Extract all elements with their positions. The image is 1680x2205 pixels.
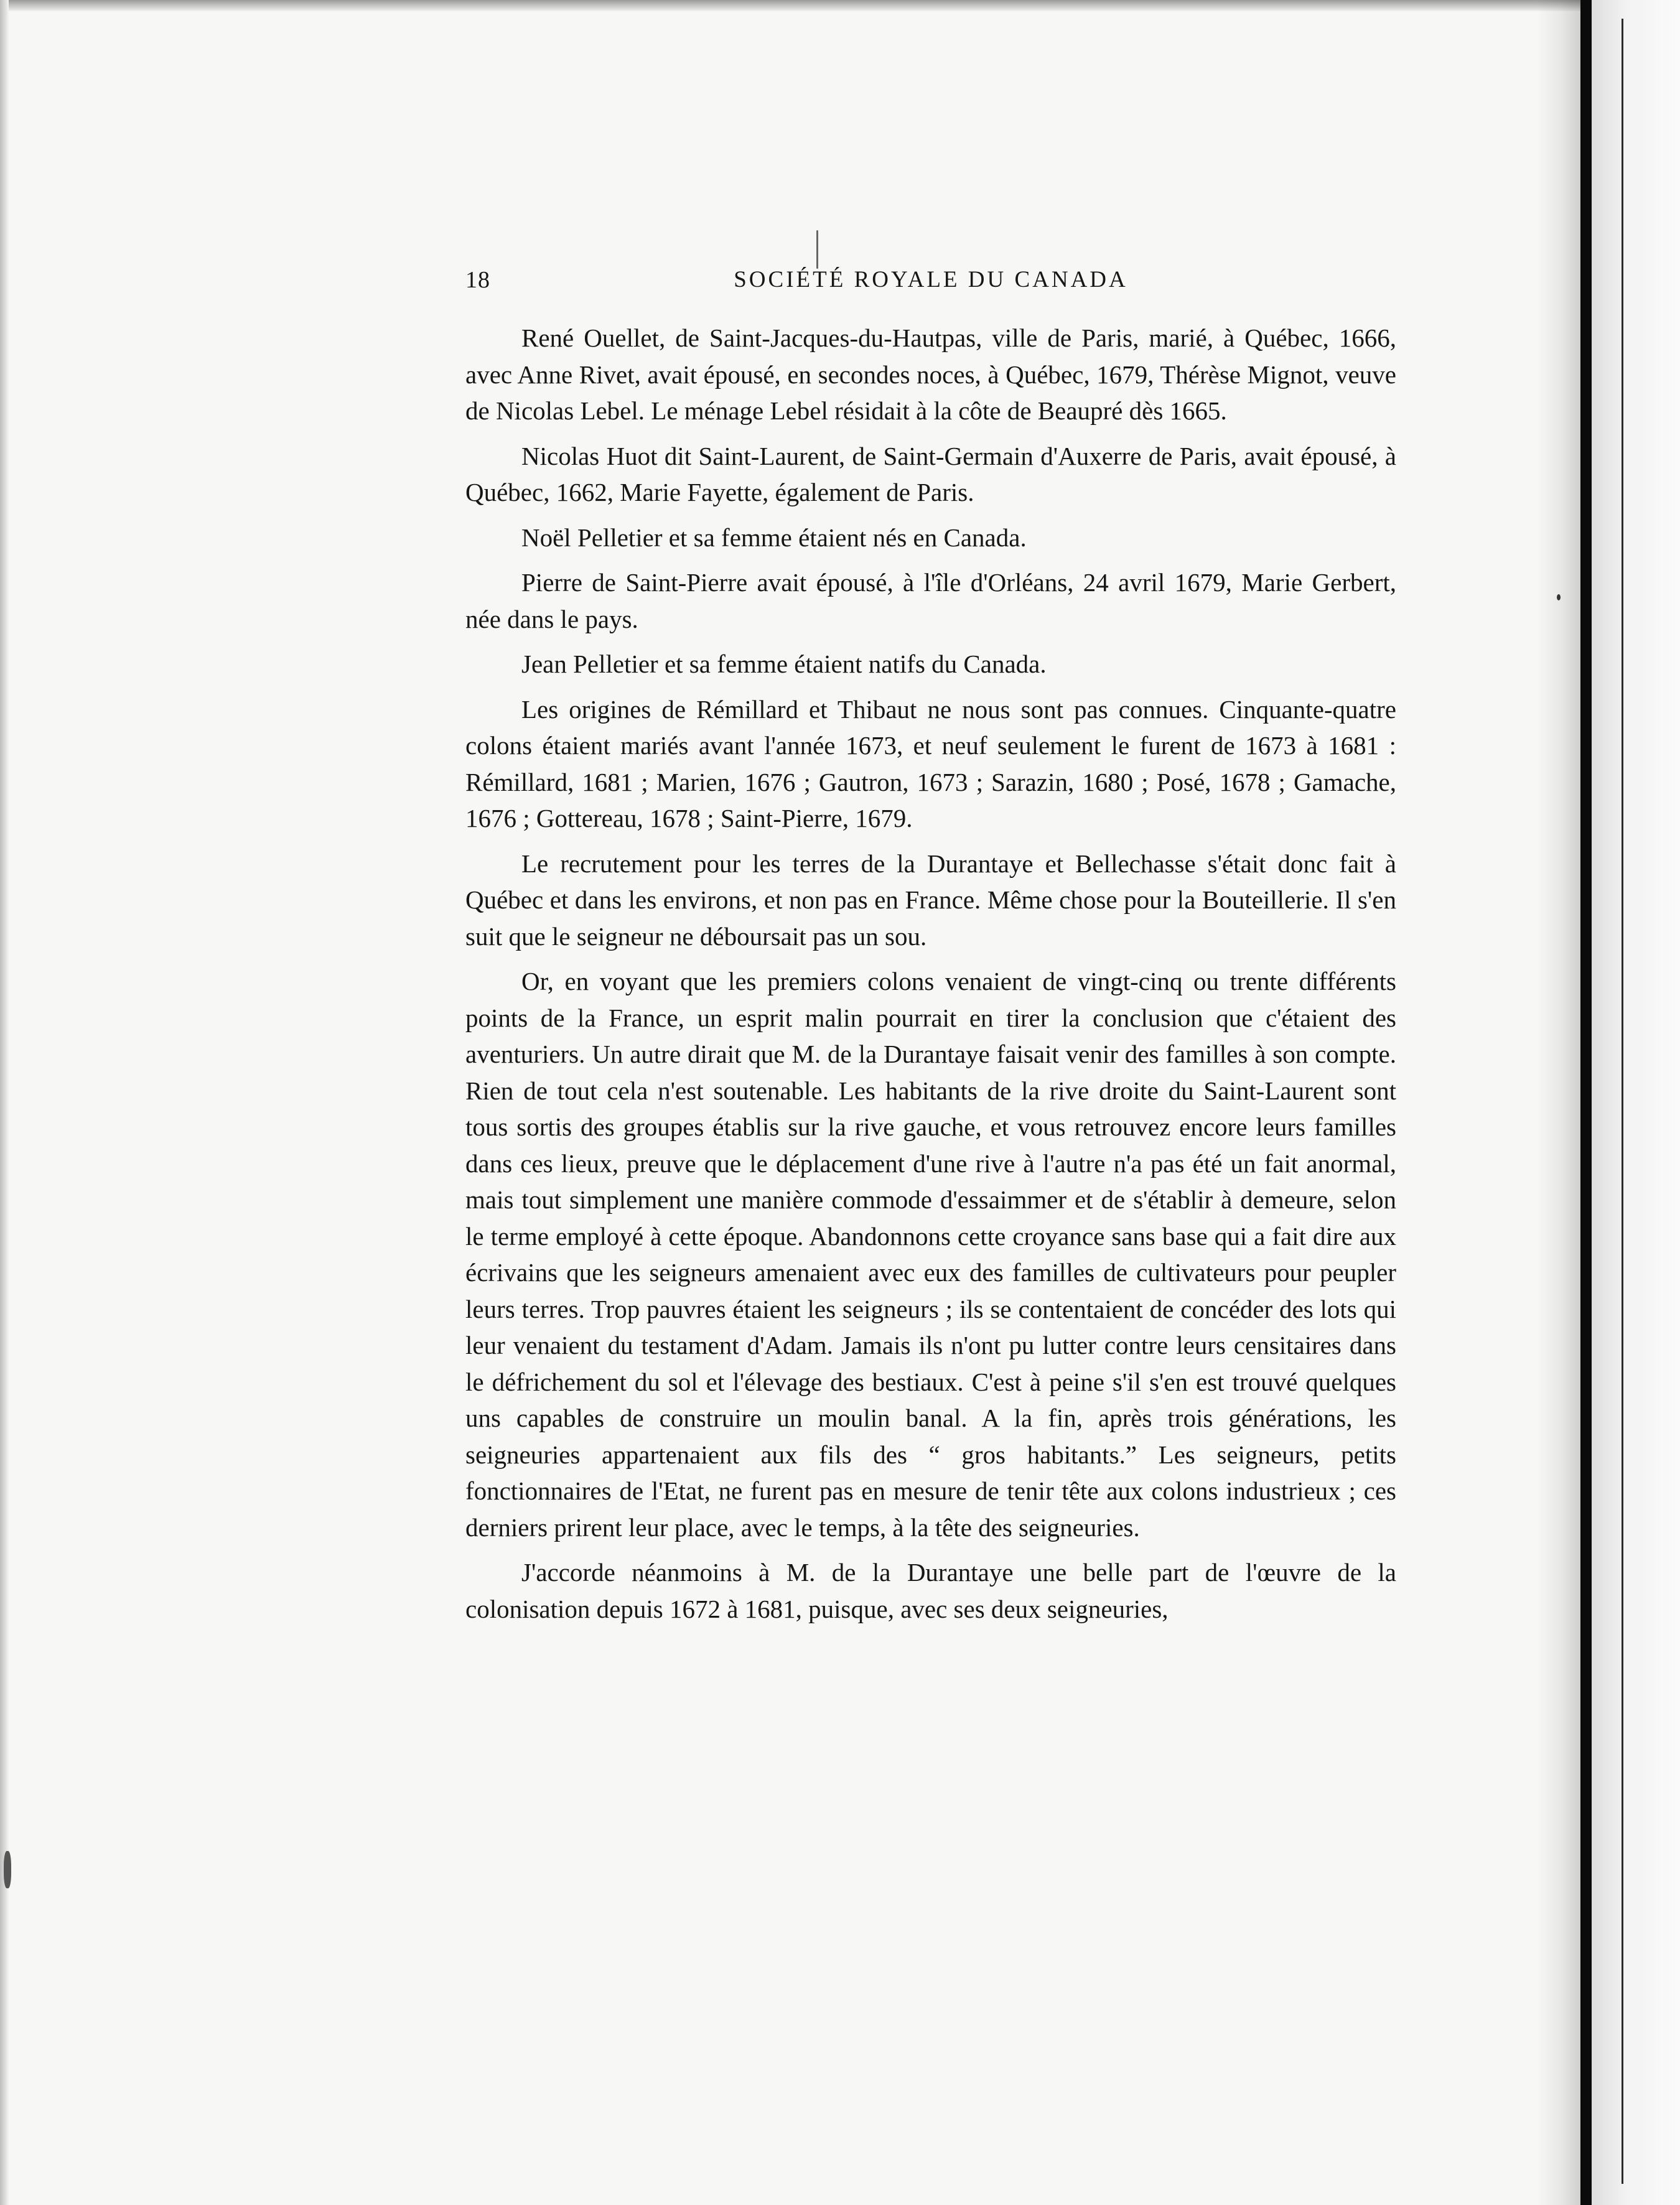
paragraph: Or, en voyant que les premiers colons venaient de vingt-cinq ou trente différents points de la France, un esprit malin pourrait en tirer la conclusion que c'étaient des aventuriers. Un autre dirait que M. de la Durantaye faisait venir des familles à son compte. Rien de tout cela n'est soutenable. Les habitants de la rive droite du Saint-Laurent sont tous sortis des groupes établis sur la rive gauche, et vous retrouvez encore leurs familles dans ces lieux, preuve que le déplacement d'une rive à l'autre n'a pas été un fait anormal, mais tout simplement une manière commode d'essaimmer et de s'établir à demeure, selon le terme employé à cette époque. Abandonnons cette croyance sans base qui a fait dire aux écrivains que les seigneurs amenaient avec eux des familles de cultivateurs pour peupler leurs terres. Trop pauvres étaient les seigneurs ; ils se contentaient de concéder des lots qui leur venaient du testament d'Adam. Jamais ils n'ont pu lutter contre leurs censitaires dans le défrichement du sol et l'élevage des bestiaux. C'est à peine s'il s'en est trouvé quelques uns capables de construire un moulin banal. A la fin, après trois générations, les seigneuries appartenaient aux fils des “ gros habitants.” Les seigneurs, petits fonctionnaires de l'Etat, ne furent pas en mesure de tenir tête aux colons industrieux ; ces derniers prirent leur place, avec le temps, à la tête des seigneuries. [465, 967, 1396, 1542]
next-page-edge [1592, 0, 1680, 2205]
paragraph: Le recrutement pour les terres de la Durantaye et Bellechasse s'était donc fait à Québec et dans les environs, et non pas en France. Même chose pour la Bouteillerie. Il s'en suit que le seigneur ne déboursait pas un sou. [465, 849, 1396, 951]
paragraph: J'accorde néanmoins à M. de la Durantaye une belle part de l'œuvre de la colonisation depuis 1672 à 1681, puisque, avec ses deux seigneuries, [465, 1558, 1396, 1623]
paragraph: Pierre de Saint-Pierre avait épousé, à l'île d'Orléans, 24 avril 1679, Marie Gerbert, née dans le pays. [465, 568, 1396, 633]
scan-speck [816, 230, 818, 269]
page-header [465, 266, 1396, 304]
paragraph: René Ouellet, de Saint-Jacques-du-Hautpas, ville de Paris, marié, à Québec, 1666, avec Anne Rivet, avait épousé, en secondes noces, à Québec, 1679, Thérèse Mignot, veuve de Nicolas Lebel. Le ménage Lebel résidait à la côte de Beaupré dès 1665. [465, 324, 1396, 425]
book-spine-bar [1580, 0, 1592, 2205]
scan-speck [1557, 594, 1561, 600]
paragraph: Les origines de Rémillard et Thibaut ne nous sont pas connues. Cinquante-quatre colons étaient mariés avant l'année 1673, et neuf seulement le furent de 1673 à 1681 : Rémillard, 1681 ; Marien, 1676 ; Gautron, 1673 ; Sarazin, 1680 ; Posé, 1678 ; Gamache, 1676 ; Gottereau, 1678 ; Saint-Pierre, 1679. [465, 694, 1396, 832]
scan-top-edge [0, 0, 1680, 11]
paragraph: Noël Pelletier et sa femme étaient nés en Canada. [521, 523, 1027, 552]
running-head: SOCIÉTÉ ROYALE DU CANADA [734, 267, 1128, 292]
scan-speck [4, 1851, 11, 1888]
paragraph: Jean Pelletier et sa femme étaient natifs du Canada. [521, 650, 1047, 678]
body-text [465, 320, 1396, 1636]
next-page-rule [1622, 19, 1623, 2184]
paragraph: Nicolas Huot dit Saint-Laurent, de Saint-Germain d'Auxerre de Paris, avait épousé, à Québec, 1662, Marie Fayette, également de Paris. [465, 441, 1396, 506]
page-number: 18 [465, 267, 490, 293]
